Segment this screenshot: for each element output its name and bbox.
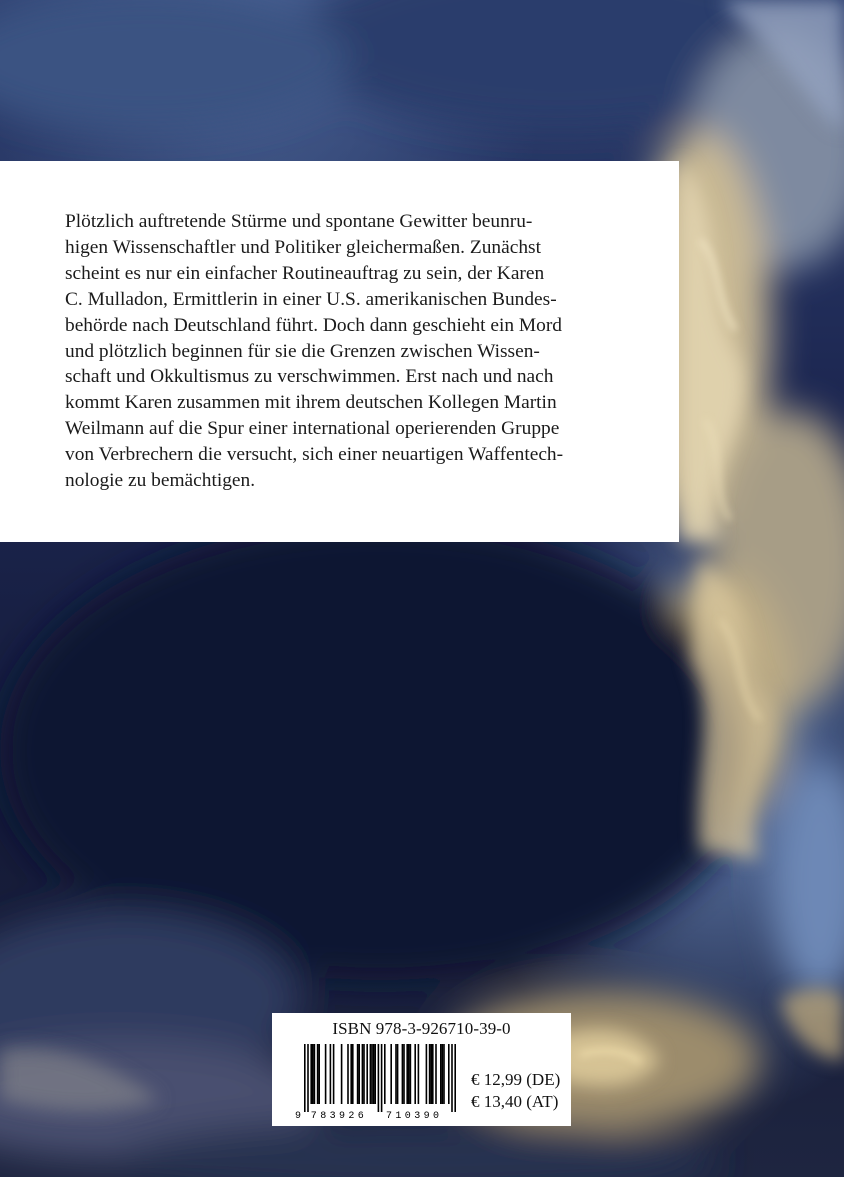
barcode-bar (402, 1044, 404, 1104)
blurb-panel (0, 161, 679, 542)
barcode-bar (442, 1044, 444, 1104)
barcode-bar (333, 1044, 335, 1104)
barcode-bar (430, 1044, 432, 1104)
barcode-bar (397, 1044, 399, 1104)
barcode-icon (294, 1044, 464, 1120)
barcode-bar (381, 1044, 383, 1112)
barcode-panel (272, 1013, 571, 1126)
barcode-bar (448, 1044, 450, 1104)
barcode-bar (408, 1044, 410, 1104)
barcode-bar (352, 1044, 354, 1104)
barcode-bar (325, 1044, 327, 1104)
barcode-bar (347, 1044, 349, 1104)
barcode-bar (443, 1044, 445, 1104)
barcode-digits: 710390 (386, 1111, 443, 1120)
barcode-bar (317, 1044, 319, 1104)
price-de: € 12,99 (DE) (471, 1070, 561, 1089)
barcode-bar (378, 1044, 380, 1112)
barcode-bar (330, 1044, 332, 1104)
barcode-bar (384, 1044, 386, 1104)
barcode-bar (390, 1044, 392, 1104)
barcode-bar (395, 1044, 397, 1104)
barcode-bar (341, 1044, 343, 1104)
barcode-bar (358, 1044, 360, 1104)
barcode-bar (371, 1044, 373, 1104)
barcode-bar (403, 1044, 405, 1104)
barcode-bar (307, 1044, 309, 1112)
barcode-bar (435, 1044, 437, 1104)
barcode-bar (312, 1044, 314, 1104)
barcode-bar (310, 1044, 312, 1104)
barcode-bar (370, 1044, 372, 1104)
barcode-bar (374, 1044, 376, 1104)
price-at: € 13,40 (AT) (471, 1092, 559, 1111)
barcode-bar (429, 1044, 431, 1104)
barcode-bar (451, 1044, 453, 1112)
barcode-bar (440, 1044, 442, 1104)
barcode-bar (314, 1044, 316, 1104)
barcode-digits: 783926 (310, 1111, 368, 1120)
barcode-bar (366, 1044, 368, 1104)
barcode-bar (357, 1044, 359, 1104)
barcode-bar (362, 1044, 364, 1104)
barcode-bar (426, 1044, 428, 1104)
barcode-bar (454, 1044, 456, 1112)
barcode-bar (432, 1044, 434, 1104)
barcode-bar (363, 1044, 365, 1104)
blurb-text: Plötzlich auftretende Stürme und spontane Gewitter beunru- higen Wissenschaftler und Politiker gleichermaßen. Zunächst scheint es nur ein einfacher Routineauftrag zu sein, der Karen C. Mulladon, Ermittlerin in einer U.S. amerikanischen Bundes- behörde nach Deutschland führt. Doch dann geschieht ein Mord und plötzlich beginnen für sie die Grenzen zwischen Wissen- schaft und Okkultismus zu verschwimmen. Erst nach und nach kommt Karen zusammen mit ihrem deutschen Kollegen Martin Weilmann auf die Spur einer international operierenden Gruppe von Verbrechern die versucht, sich einer neuartigen Waffentech- nologie zu bemächtigen. (65, 211, 564, 492)
barcode-digits: 9 (294, 1111, 302, 1120)
barcode-bar (350, 1044, 352, 1104)
barcode-bar (410, 1044, 412, 1104)
barcode-bar (304, 1044, 306, 1112)
barcode-bar (406, 1044, 408, 1104)
barcode-bar (414, 1044, 416, 1104)
isbn-label: ISBN 978-3-926710-39-0 (332, 1019, 511, 1038)
barcode-bar (318, 1044, 320, 1104)
barcode-bar (373, 1044, 375, 1104)
barcode-bar (418, 1044, 420, 1104)
